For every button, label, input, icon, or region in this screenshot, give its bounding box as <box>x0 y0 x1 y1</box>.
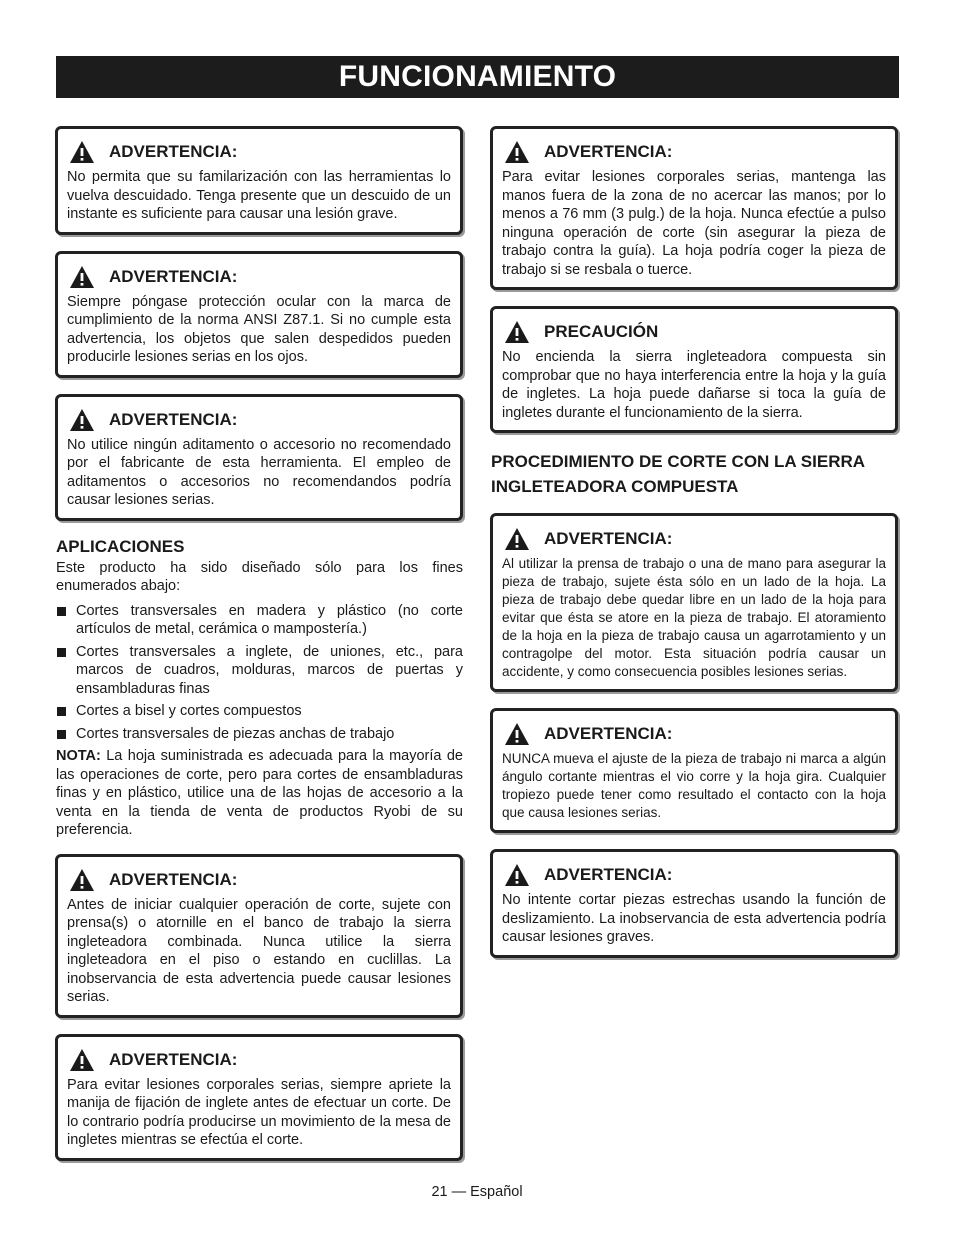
list-item-text: Cortes transversales de piezas anchas de trabajo <box>76 725 395 742</box>
warning-header <box>67 1046 451 1074</box>
caution-text: No encienda la sierra ingleteadora compuesta sin comprobar que no haya interferencia entre la hoja y la guía de ingletes. La hoja puede dañarse si toca la guía de ingletes durante el funcionamiento de la sierra. <box>502 349 886 421</box>
warning-title: ADVERTENCIA: <box>544 142 673 161</box>
bullet-square-icon <box>57 730 66 739</box>
warning-triangle-icon <box>504 863 530 887</box>
warning-box <box>55 1034 463 1161</box>
left-column <box>55 126 463 1177</box>
warning-box <box>55 251 463 378</box>
warning-header <box>67 138 451 166</box>
aplicaciones-list <box>55 602 463 744</box>
note-text: La hoja suministrada es adecuada para la mayoría de las operaciones de corte, pero para cortes de ensambladuras finas y en plástico, utilice una de las hojas de accesorio a la venta en la tienda de venta de productos Ryobi de su preferencia. <box>56 748 463 838</box>
warning-header <box>67 406 451 434</box>
warning-box <box>55 394 463 521</box>
warning-title: ADVERTENCIA: <box>544 724 673 743</box>
warning-header <box>502 720 886 748</box>
warning-triangle-icon <box>69 868 95 892</box>
list-item <box>55 702 463 721</box>
list-item <box>55 643 463 699</box>
warning-triangle-icon <box>504 527 530 551</box>
warning-text: Para evitar lesiones corporales serias, siempre apriete la manija de fijación de inglete antes de efectuar un corte. De lo contrario podría producirse un movimiento de la mesa de ingletes mientras se efectúa el corte. <box>67 1076 451 1148</box>
page-title: FUNCIONAMIENTO <box>56 56 899 98</box>
warning-header <box>502 525 886 553</box>
warning-text: Al utilizar la prensa de trabajo o una de mano para asegurar la pieza de trabajo, sujete ésta sólo en un lado de la hoja. La pieza de trabajo debe quedar libre en un lado de la hoja para evitar que ésta se atore en la pieza de trabajo. El atoramiento de la hoja en la pieza de trabajo causa un agarrotamiento y un contragolpe del motor. Esta situación podría causar un accidente, y como consecuencia posibles lesiones serias. <box>502 556 886 679</box>
list-item <box>55 725 463 744</box>
warning-text: No permita que su familarización con las herramientas lo vuelva descuidado. Tenga presente que un descuido de un instante es suficiente para causar una lesión grave. <box>67 169 451 222</box>
warning-text: Para evitar lesiones corporales serias, mantenga las manos fuera de la zona de no acercar las manos; por lo menos a 76 mm (3 pulg.) de la hoja. Nunca efectúe a pulso ninguna operación de corte (sin asegurar la pieza de trabajo contra la guía). La hoja podría coger la pieza de trabajo si se resbala o tuerce. <box>502 169 886 278</box>
warning-title: ADVERTENCIA: <box>109 869 238 889</box>
warning-header <box>502 861 886 889</box>
list-item <box>55 602 463 639</box>
warning-triangle-icon <box>504 320 530 344</box>
warning-box <box>490 126 898 290</box>
warning-title: ADVERTENCIA: <box>544 865 673 884</box>
warning-box <box>490 708 898 833</box>
bullet-square-icon <box>57 648 66 657</box>
list-item-text: Cortes a bisel y cortes compuestos <box>76 703 302 719</box>
warning-triangle-icon <box>504 722 530 746</box>
warning-box <box>55 126 463 235</box>
warning-text: NUNCA mueva el ajuste de la pieza de trabajo ni marca a algún ángulo cortante mientras el vio corre y la hoja gira. Cualquier tropiezo puede tener como resultado el contacto con la hoja que causa lesiones serias. <box>502 751 886 820</box>
list-item-text: Cortes transversales en madera y plástico (no corte artículos de metal, cerámica o mampostería.) <box>76 602 463 637</box>
warning-text: No utilice ningún aditamento o accesorio no recomendado por el fabricante de esta herramienta. El empleo de aditamentos o accesorios no recomendandos podría causar lesiones serias. <box>67 436 451 508</box>
aplicaciones-intro: Este producto ha sido diseñado sólo para los fines enumerados abajo: <box>56 559 463 594</box>
caution-header <box>502 318 886 346</box>
warning-box <box>490 849 898 958</box>
warning-title: ADVERTENCIA: <box>109 142 238 161</box>
list-item-text: Cortes transversales a inglete, de uniones, etc., para marcos de cuadros, molduras, marcos de puertas y ensambladuras finas <box>76 643 463 697</box>
warning-title: ADVERTENCIA: <box>109 409 238 429</box>
warning-box <box>490 513 898 692</box>
section-title-aplicaciones: APLICACIONES <box>56 536 185 556</box>
bullet-square-icon <box>57 607 66 616</box>
warning-header <box>67 263 451 291</box>
warning-title: ADVERTENCIA: <box>109 1049 238 1069</box>
warning-text: No intente cortar piezas estrechas usando la función de deslizamiento. La inobservancia de esta advertencia podría causar lesiones graves. <box>502 892 886 945</box>
warning-triangle-icon <box>69 140 95 164</box>
warning-header <box>502 138 886 166</box>
warning-title: ADVERTENCIA: <box>544 529 673 548</box>
warning-triangle-icon <box>69 408 95 432</box>
warning-triangle-icon <box>69 265 95 289</box>
right-column <box>490 126 898 974</box>
warning-triangle-icon <box>69 1048 95 1072</box>
note-paragraph <box>56 747 463 840</box>
warning-text: Antes de iniciar cualquier operación de corte, sujete con prensa(s) o atornille en el banco de trabajo la sierra ingleteadora combinada. Nunca utilice la sierra ingleteadora en el piso o estando en cuclillas. La inobservancia de esta advertencia puede causar lesiones serias. <box>67 896 451 1005</box>
bullet-square-icon <box>57 707 66 716</box>
warning-text: Siempre póngase protección ocular con la marca de cumplimiento de la norma ANSI Z87.1. Si no cumple esta advertencia, los objetos que salen despedidos pueden producirle lesiones serias en los ojos. <box>67 293 451 365</box>
warning-box <box>55 854 463 1018</box>
warning-title: ADVERTENCIA: <box>109 266 238 286</box>
caution-box <box>490 306 898 433</box>
caution-title: PRECAUCIÓN <box>544 322 659 341</box>
warning-header <box>67 866 451 894</box>
note-label: NOTA: <box>56 748 101 764</box>
page-number: 21 — Español <box>431 1184 523 1200</box>
section-title-procedimiento: PROCEDIMIENTO DE CORTE CON LA SIERRA INGLETEADORA COMPUESTA <box>491 452 865 496</box>
warning-triangle-icon <box>504 140 530 164</box>
